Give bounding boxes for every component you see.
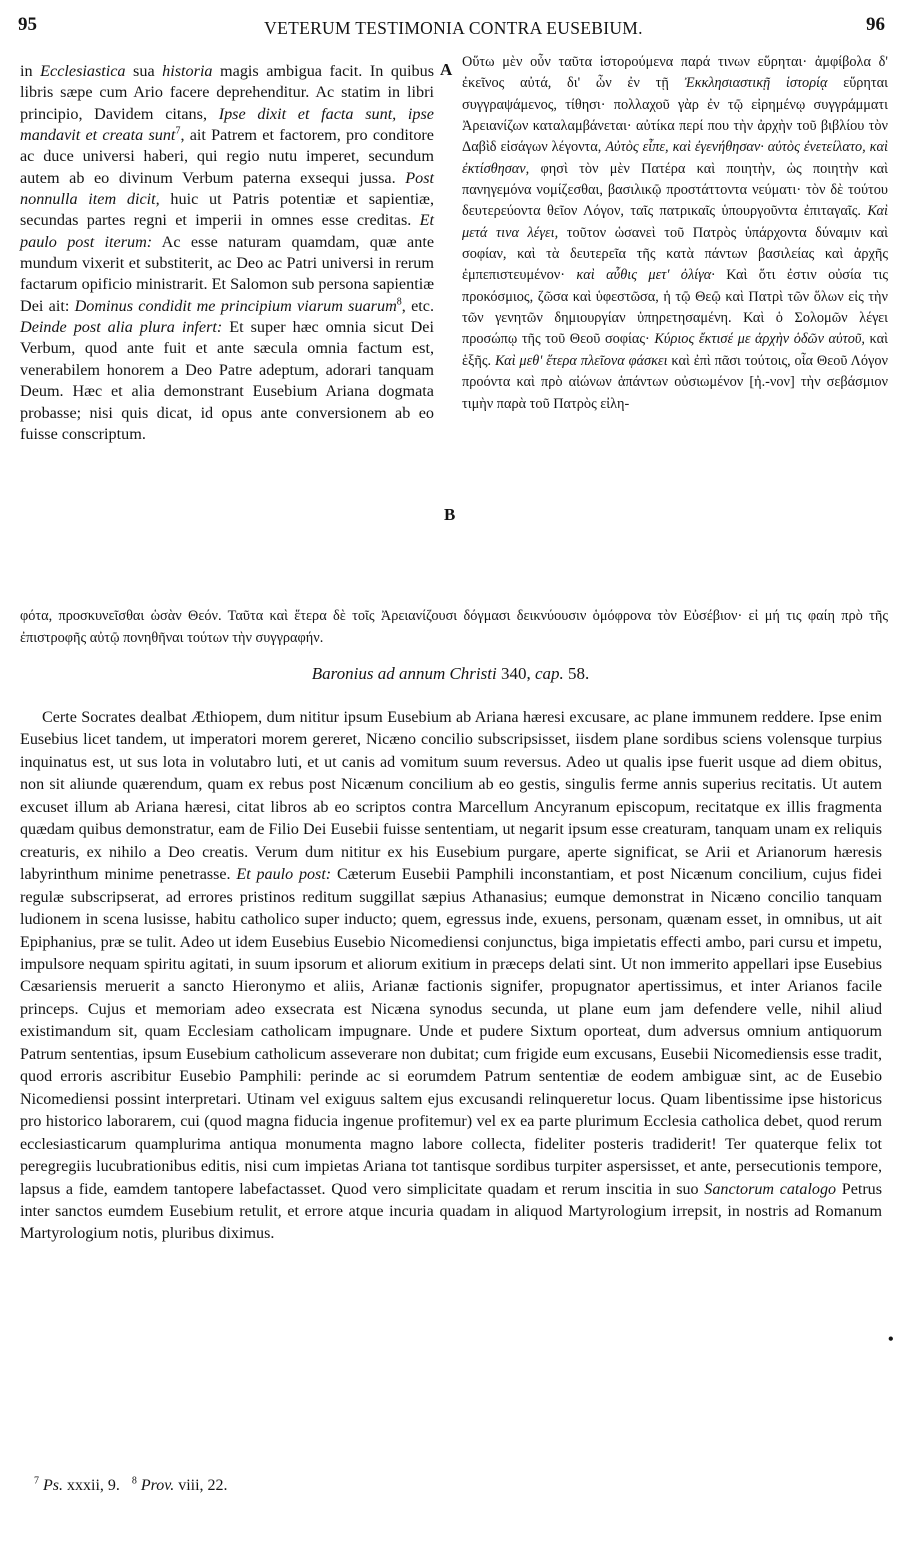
greek-full-width-continuation: φότα, προσκυνεῖσθαι ὡσὰν Θεόν. Ταῦτα καὶ ἕτερα δὲ τοῖς Ἀρειανίζουσι δόγμασι δεικνύουσιν ὁμόφρονα τὸν Εὐσέβιον· εἰ μή τις φαίη πρὸ τῆς ἐπιστροφῆς αὐτῷ πονηθῆναι τούτων τὴν συγγραφήν. — [20, 608, 888, 647]
main-paragraph: Certe Socrates dealbat Æthiopem, dum nititur ipsum Eusebium ab Ariana hæresi excusare, ac plane immunem reddere. Ipse enim Eusebius licet tandem, ut imperatori morem gereret, Nicæno concilio subscripsisset, iisdem plane sordibus sciens volensque turpius inquinatus est, ut sus lota in volutabro luti, et ut canis ad vomitum suum reversus. Adeo ut qualis ipse fuerit usque ad diem obitus, non sit aliunde quærendum, quam ex rebus post Nicænum concilium ab eo gestis, singulis ferme annis superius recitatis. Ut autem excuset illum ab Ariana hæresi, citat libros ab eo scriptos contra Marcellum Ancyranum episcopum, recitatque ex illis fragmenta quædam quibus demonstratur, eam de Filio Dei Eusebii fuisse sententiam, ut negarit ipsum esse creaturam, tanquam unam ex reliquis creaturis, ex nihilo a Deo creatis. Verum dum nititur ex his Eusebium purgare, aperte significat, se Arii et Arianorum hæresis labyrinthum minime penetrasse. Et paulo post: Cæterum Eusebii Pamphili inconstantiam, et post Nicænum concilium, cujus fidei regulæ subscripserat, ad errores pristinos reditum suggillat sæpius Athanasius; eumque demonstrat in Nicæno concilio tanquam ludionem in scena lusisse, habitu catholico super inducto; quem, egressus inde, exuens, personam, quænam esset, in omnibus, ut ait Epiphanius, præ se tulit. Adeo ut idem Eusebius Eusebio Nicomediensi conjunctus, biga impietatis effecti ambo, pari cursu et impetu, impulsore nequam spiritu agitati, in suum ipsorum et aliorum exitium in præceps delati sint. Ut non immerito appellari ipse Eusebius Cæsariensis meruerit a sancto Hieronymo et aliis, Arianæ factionis signifer, propugnator apertissimus, et inter Arianos facile princeps. Cujus et memoriam adeo exsecrata est Nicæna synodus secunda, ut plane eum jam defendere velle, nihil aliud existimandum sit, quam Ecclesiam catholicam impugnare. Unde et pudere Sixtum oporteat, dum adversus omnium antiquorum Patrum sententias, ipsum Eusebium catholicum asseverare non dubitat; cum frigide eum excusans, Eusebii Nicomediensis esse tradit, quod erroris ascribitur Eusebio Pamphili: perinde ac si eorumdem Patrum sententiæ de eodem ambiguæ sint, ac de Eusebio Nicomediensi possint interpretari. Utinam vel exiguus saltem ejus excusandi relinqueretur locus. Quam libentissime ipse historicus pro historico laborarem, cui (quod magna fiducia ingenue profitemur) vel ex ea parte plurimum Ecclesia catholica debet, quod rerum ecclesiasticarum quamplurima antiqua monumenta magno labore collecta, fideliter posteris tradiderit! Ter quaterque felix tot peregregiis lucubrationibus editis, nisi cum impietas Ariana tot tantisque sordibus turpiter aspersisset, et ante, persecutionis tempore, lapsus a fide, eamdem tantopere labefactasset. Quod vero simplicitate quadam et rerum inscitia in suo Sanctorum catalogo Petrus inter sanctos eumdem Eusebium retulit, et errore atque incuria quadam in aliquod Martyrologium irrepsit, in nostris ad Romanum Martyrologium notis, pluribus diximus. — [20, 709, 882, 1243]
footnote-ref-7: 7 — [175, 125, 181, 137]
latin-paragraph: in Ecclesiastica sua historia magis ambigua facit. In quibus libris sæpe cum Ario facere deprehenditur. Ac statim in libri principio, Davidem citans, Ipse dixit et facta sunt, ipse mandavit et creata sunt$^7$, ait Patrem et factorem, pro conditore ac duce universi haberi, qui regio nutu imperet, secundum autem ab eo divinum Verbum paterna exsequi jussa. Post nonnulla item dicit, huic ut Patris potentiæ et sapientiæ, secundas partes regni et imperii in omnes esse creditas. Et paulo post iterum: Ac esse naturam quamdam, quæ ante mundum vixerit et substiterit, ac Deo ac Patri universi in rerum factarum opificio ministrarit. Et Salomon sub persona sapientiæ Dei ait: Dominus condidit me principium viarum suarum$^8$, etc. Deinde post alia plura infert: Et super hæc omnia sicut Dei Verbum, quod ante fuit et ante sæcula omnia factum est, venerabilem honorem a Deo Patre adeptum, adorari tanquam Deum. Hæc et alia demonstrant Eusebium Ariana dogmata probasse; nisi quis dicat, id opus ante conversionem ab eo fuisse conscriptum. — [20, 62, 435, 443]
latin-column — [20, 61, 434, 445]
page-header — [18, 14, 889, 44]
greek-column — [462, 52, 888, 415]
page-number-left: 95 — [18, 14, 37, 35]
running-title: VETERUM TESTIMONIA CONTRA EUSEBIUM. — [264, 18, 643, 38]
footnote-number-8: 8 — [131, 1475, 137, 1487]
footnote-ref-8: 8 — [396, 296, 402, 308]
footnote-number-7: 7 — [34, 1475, 39, 1487]
footnotes: $^7$ Ps. xxxii, 9. $^8$ Prov. viii, 22. — [34, 1475, 228, 1494]
page-number-right: 96 — [866, 14, 885, 35]
source-citation: Baronius ad annum Christi 340, cap. 58. — [311, 664, 590, 683]
margin-letter-a: A — [440, 60, 453, 79]
greek-paragraph: Οὕτω μὲν οὖν ταῦτα ἱστορούμενα παρά τινων εὕρηται· ἀμφίβολα δ' ἐκεῖνος αὐτά, δι' ὧν ἐν τῇ Ἐκκλησιαστικῇ ἱστορίᾳ εὕρηται συγγραψάμενος, τίθησι· πολλαχοῦ γὰρ ἐν τῷ εἰρημένῳ συγγράμματι Ἀρειανίζων καταλαμβάνεται· αὐτίκα περί που τὴν ἀρχὴν τοῦ βιβλίου τὸν Δαβὶδ εἰσάγων λέγοντα, Αὐτὸς εἶπε, καὶ ἐγενήθησαν· αὐτὸς ἐνετείλατο, καὶ ἐκτίσθησαν, φησὶ τὸν μὲν Πατέρα καὶ ποιητὴν, ὡς ποιητὴν καὶ πανηγεμόνα νομίζεσθαι, βασιλικῷ προστάττοντα νεύματι· τὸν δὲ τούτου δευτερεύοντα θεῖον Λόγον, ταῖς πατρικαῖς ὑπουργοῦντα ἐπιταγαῖς. Καὶ μετά τινα λέγει, τοῦτον ὡσανεὶ τοῦ Πατρὸς ὑπάρχοντα δύναμιν καὶ σοφίαν, καὶ τὰ δευτερεῖα τῆς κατὰ πάντων βασιλείας καὶ ἀρχῆς ἐμπεπιστευμένον· καὶ αὖθις μετ' ὀλίγα· Καὶ ὅτι ἐστιν οὐσία τις προκόσμιος, ζῶσα καὶ ὑφεστῶσα, ἡ τῷ Θεῷ καὶ Πατρὶ τῶν ὅλων εἰς τὴν τῶν γενητῶν δημιουργίαν ὑπηρετησαμένη. Καὶ ὁ Σολομῶν λέγει προσώπῳ τῆς τοῦ Θεοῦ σοφίας· Κύριος ἔκτισέ με ἀρχὴν ὁδῶν αὐτοῦ, καὶ ἑξῆς. Καὶ μεθ' ἕτερα πλεῖονα φάσκει καὶ ἐπὶ πᾶσι τούτοις, οἷα Θεοῦ Λόγον προόντα καὶ πρὸ αἰώνων ἁπάντων οὐσιωμένον [ἠ.-νον] τὴν σεβάσμιον τιμὴν παρὰ τοῦ Πατρὸς εἰλη- — [462, 54, 888, 412]
margin-letter-b: B — [444, 505, 456, 524]
margin-dot-mark: • — [888, 1331, 894, 1348]
